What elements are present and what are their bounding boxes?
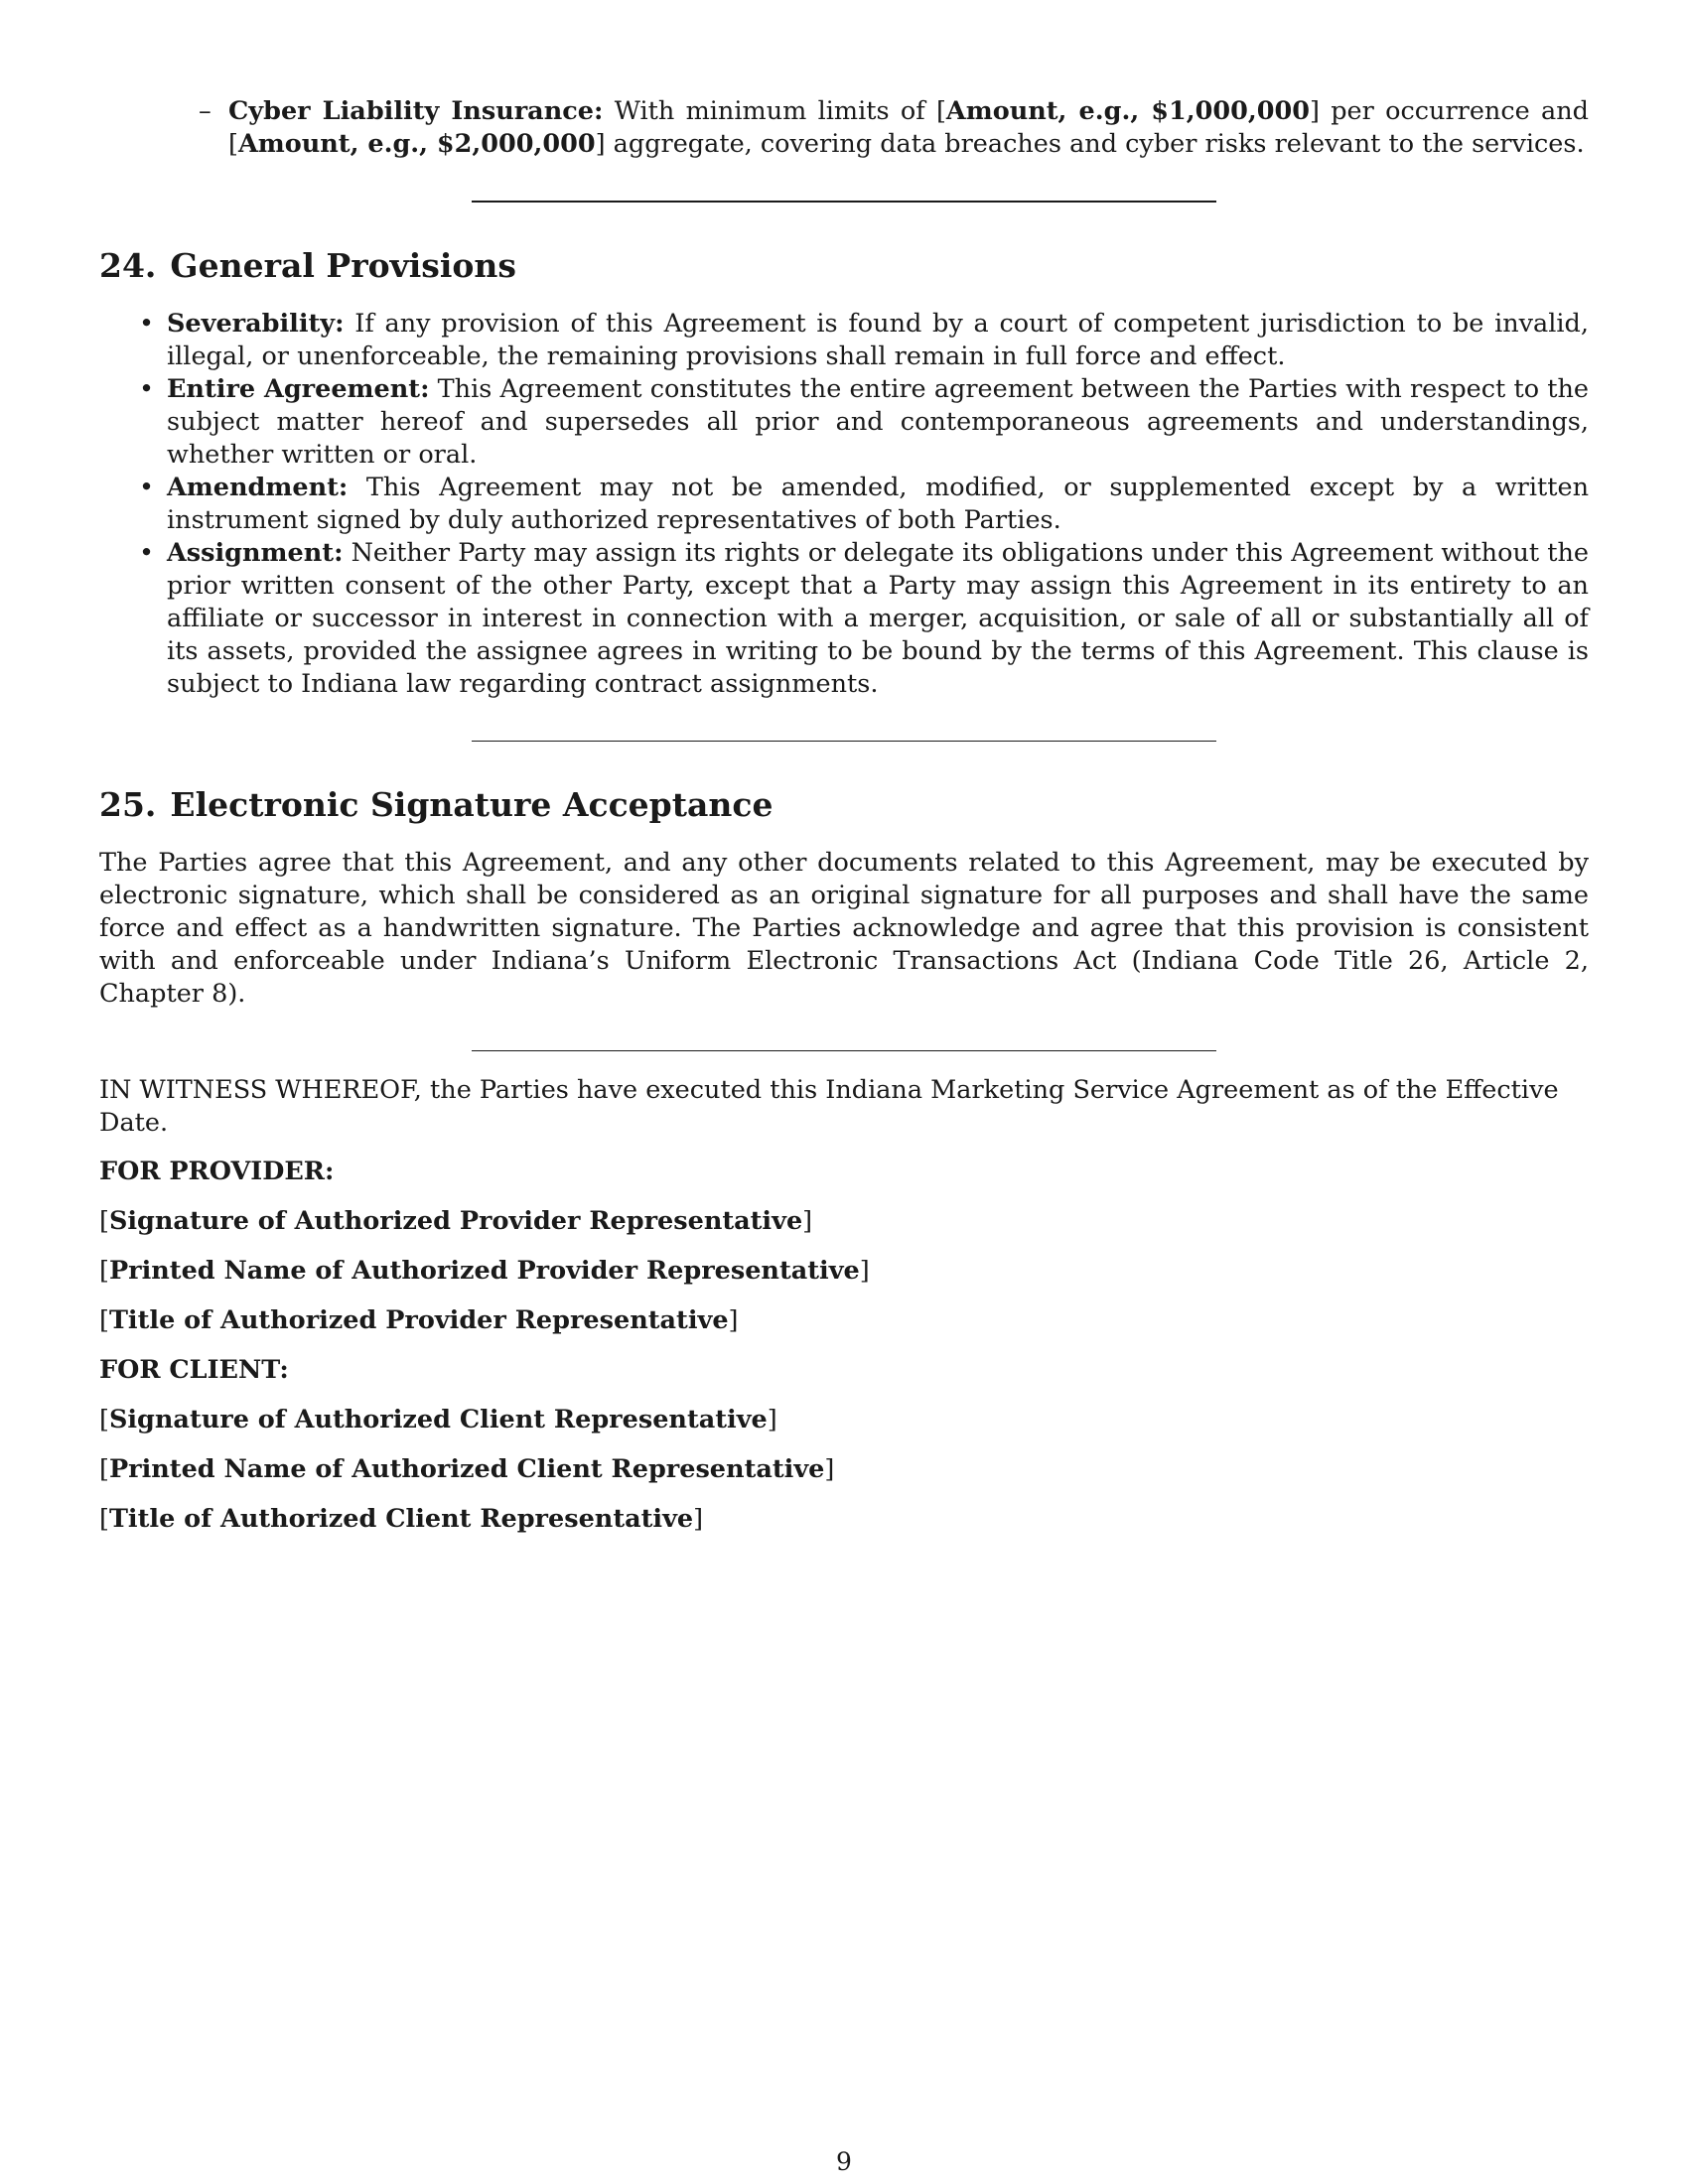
provision-label: Amendment: [167, 473, 349, 502]
section-24-number: 24. [99, 246, 157, 285]
electronic-signature-paragraph: The Parties agree that this Agreement, and any other documents related to this Agreement, may be executed by electronic signature, which shall be considered as an original signature for all purposes and shall have the same force and effect as a handwritten signature. The Parties acknowledge and agree that this provision is consistent with and enforceable under Indiana’s Uniform Electronic Transactions Act (Indiana Code Title 26, Article 2, Chapter 8). [99, 848, 1589, 1009]
provision-entire-agreement [167, 373, 1589, 472]
provision-text: This Agreement constitutes the entire agreement between the Parties with respect to the subject matter hereof and supersedes all prior and contemporaneous agreements and understandings, whether written or oral. [167, 374, 1589, 470]
cyber-liability-text-2: ] per occurrence and [ [228, 96, 1589, 159]
provision-assignment [167, 537, 1589, 701]
page-number: 9 [836, 2147, 852, 2176]
provider-signature-text: Signature of Authorized Provider Representative [108, 1206, 803, 1236]
witness-statement: IN WITNESS WHEREOF, the Parties have executed this Indiana Marketing Service Agreement as of the Effective Date. [99, 1075, 1559, 1138]
signature-block [99, 1074, 1589, 1536]
provision-label: Severability: [167, 309, 345, 339]
provider-signature-placeholder: [Signature of Authorized Provider Representative] [99, 1206, 813, 1236]
section-24-heading [99, 246, 1589, 286]
section-25-heading [99, 785, 1589, 825]
provision-amendment [167, 472, 1589, 537]
client-signature-placeholder: [Signature of Authorized Client Representative] [99, 1405, 777, 1434]
section-divider [472, 741, 1216, 742]
cyber-liability-text-1: With minimum limits of [ [603, 96, 946, 126]
cyber-liability-label: Cyber Liability Insurance: [228, 96, 604, 126]
provision-label: Assignment: [167, 538, 344, 568]
provider-heading: FOR PROVIDER: [99, 1157, 335, 1186]
client-title-placeholder: [Title of Authorized Client Representative] [99, 1504, 704, 1534]
provider-name-placeholder: [Printed Name of Authorized Provider Representative] [99, 1256, 870, 1286]
provider-title-text: Title of Authorized Provider Representative [108, 1305, 729, 1335]
amount-aggregate: Amount, e.g., $2,000,000 [237, 129, 596, 159]
document-page [99, 95, 1589, 1553]
cyber-liability-text-3: ] aggregate, covering data breaches and cyber risks relevant to the services. [595, 129, 1585, 159]
section-divider [472, 201, 1216, 203]
section-25-number: 25. [99, 785, 157, 824]
client-heading: FOR CLIENT: [99, 1355, 289, 1385]
insurance-list [99, 95, 1589, 161]
provider-title-placeholder: [Title of Authorized Provider Representative] [99, 1305, 739, 1335]
provider-name-text: Printed Name of Authorized Provider Representative [108, 1256, 860, 1286]
provision-label: Entire Agreement: [167, 374, 430, 404]
cyber-liability-item [228, 95, 1589, 161]
section-24-title: General Provisions [170, 246, 517, 285]
provision-severability [167, 308, 1589, 373]
provision-text: If any provision of this Agreement is found by a court of competent jurisdiction to be invalid, illegal, or unenforceable, the remaining provisions shall remain in full force and effect. [167, 309, 1589, 371]
client-signature-text: Signature of Authorized Client Representative [108, 1405, 768, 1434]
client-name-text: Printed Name of Authorized Client Representative [108, 1454, 825, 1484]
amount-per-occurrence: Amount, e.g., $1,000,000 [945, 96, 1310, 126]
section-25-title: Electronic Signature Acceptance [170, 785, 774, 824]
client-name-placeholder: [Printed Name of Authorized Client Representative] [99, 1454, 835, 1484]
client-title-text: Title of Authorized Client Representative [108, 1504, 694, 1534]
section-divider [472, 1050, 1216, 1051]
general-provisions-list [99, 308, 1589, 701]
provision-text: Neither Party may assign its rights or delegate its obligations under this Agreement without the prior written consent of the other Party, except that a Party may assign this Agreement in its entirety to an affiliate or successor in interest in connection with a merger, acquisition, or sale of all or substantially all of its assets, provided the assignee agrees in writing to be bound by the terms of this Agreement. This clause is subject to Indiana law regarding contract assignments. [167, 538, 1589, 699]
provision-text: This Agreement may not be amended, modified, or supplemented except by a written instrument signed by duly authorized representatives of both Parties. [167, 473, 1589, 535]
